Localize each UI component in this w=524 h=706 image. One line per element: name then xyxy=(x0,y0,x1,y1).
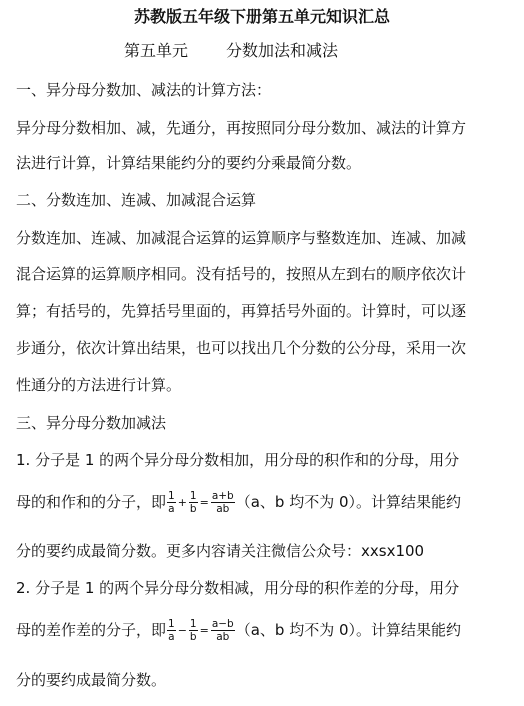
fraction-denominator: a xyxy=(168,503,175,515)
fraction-denominator: ab xyxy=(216,503,230,515)
section2-line-3: 算；有括号的，先算括号里面的，再算括号外面的。计算时，可以逐 xyxy=(16,302,467,320)
rule1-line-2-suffix: （a、b 均不为 0）。计算结果能约 xyxy=(235,493,462,511)
rule2-line-2-suffix: （a、b 均不为 0）。计算结果能约 xyxy=(235,621,462,639)
section1-heading: 一、异分母分数加、减法的计算方法： xyxy=(16,81,272,99)
rule1-line-3: 分的要约成最简分数。更多内容请关注微信公众号：xxsx100 xyxy=(16,542,425,560)
equals-operator: = xyxy=(199,623,209,637)
section2-heading: 二、分数连加、连减、加减混合运算 xyxy=(16,191,257,209)
fraction-numerator: 1 xyxy=(168,490,175,502)
rule1-line-2-prefix: 母的和作和的分子，即 xyxy=(16,493,167,511)
fraction-numerator: a+b xyxy=(211,490,234,502)
rule2-line-2-prefix: 母的差作差的分子，即 xyxy=(16,621,167,639)
unit-label: 第五单元 xyxy=(124,41,189,60)
rule2-line-2 xyxy=(16,618,461,643)
rule1-line-2 xyxy=(16,490,461,515)
rule2-fraction-1 xyxy=(167,618,176,643)
rule1-fraction-1 xyxy=(167,490,176,515)
fraction-denominator: b xyxy=(189,631,197,643)
fraction-denominator: a xyxy=(168,631,175,643)
rule2-line-3: 分的要约成最简分数。 xyxy=(16,671,167,689)
plus-operator: + xyxy=(177,495,187,509)
equals-operator: = xyxy=(199,495,209,509)
document-title: 苏教版五年级下册第五单元知识汇总 xyxy=(133,7,390,26)
rule2-fraction-2 xyxy=(189,618,198,643)
fraction-denominator: b xyxy=(189,503,197,515)
fraction-numerator: a−b xyxy=(211,618,234,630)
section2-line-5: 性通分的方法进行计算。 xyxy=(16,376,182,394)
section1-line-1: 异分母分数相加、减，先通分，再按照同分母分数加、减法的计算方 xyxy=(16,119,467,137)
rule2-line-1: 2. 分子是 1 的两个异分母分数相减，用分母的积作差的分母，用分 xyxy=(16,579,460,597)
section2-line-4: 步通分，依次计算出结果，也可以找出几个分数的公分母，采用一次 xyxy=(16,339,467,357)
section2-line-2: 混合运算的运算顺序相同。没有括号的，按照从左到右的顺序依次计 xyxy=(16,265,467,283)
fraction-numerator: 1 xyxy=(189,618,197,630)
fraction-numerator: 1 xyxy=(168,618,175,630)
section1-line-2: 法进行计算，计算结果能约分的要约分乘最简分数。 xyxy=(16,154,362,172)
fraction-denominator: ab xyxy=(216,631,230,643)
rule2-fraction-result xyxy=(211,618,235,643)
section3-heading: 三、异分母分数加减法 xyxy=(16,414,167,432)
section2-line-1: 分数连加、连减、加减混合运算的运算顺序与整数连加、连减、加减 xyxy=(16,229,467,247)
rule1-line-1: 1. 分子是 1 的两个异分母分数相加，用分母的积作和的分母，用分 xyxy=(16,451,460,469)
rule1-fraction-2 xyxy=(189,490,198,515)
rule1-fraction-result xyxy=(211,490,235,515)
unit-topic: 分数加法和减法 xyxy=(226,41,339,60)
fraction-numerator: 1 xyxy=(189,490,197,502)
minus-operator: − xyxy=(177,623,187,637)
